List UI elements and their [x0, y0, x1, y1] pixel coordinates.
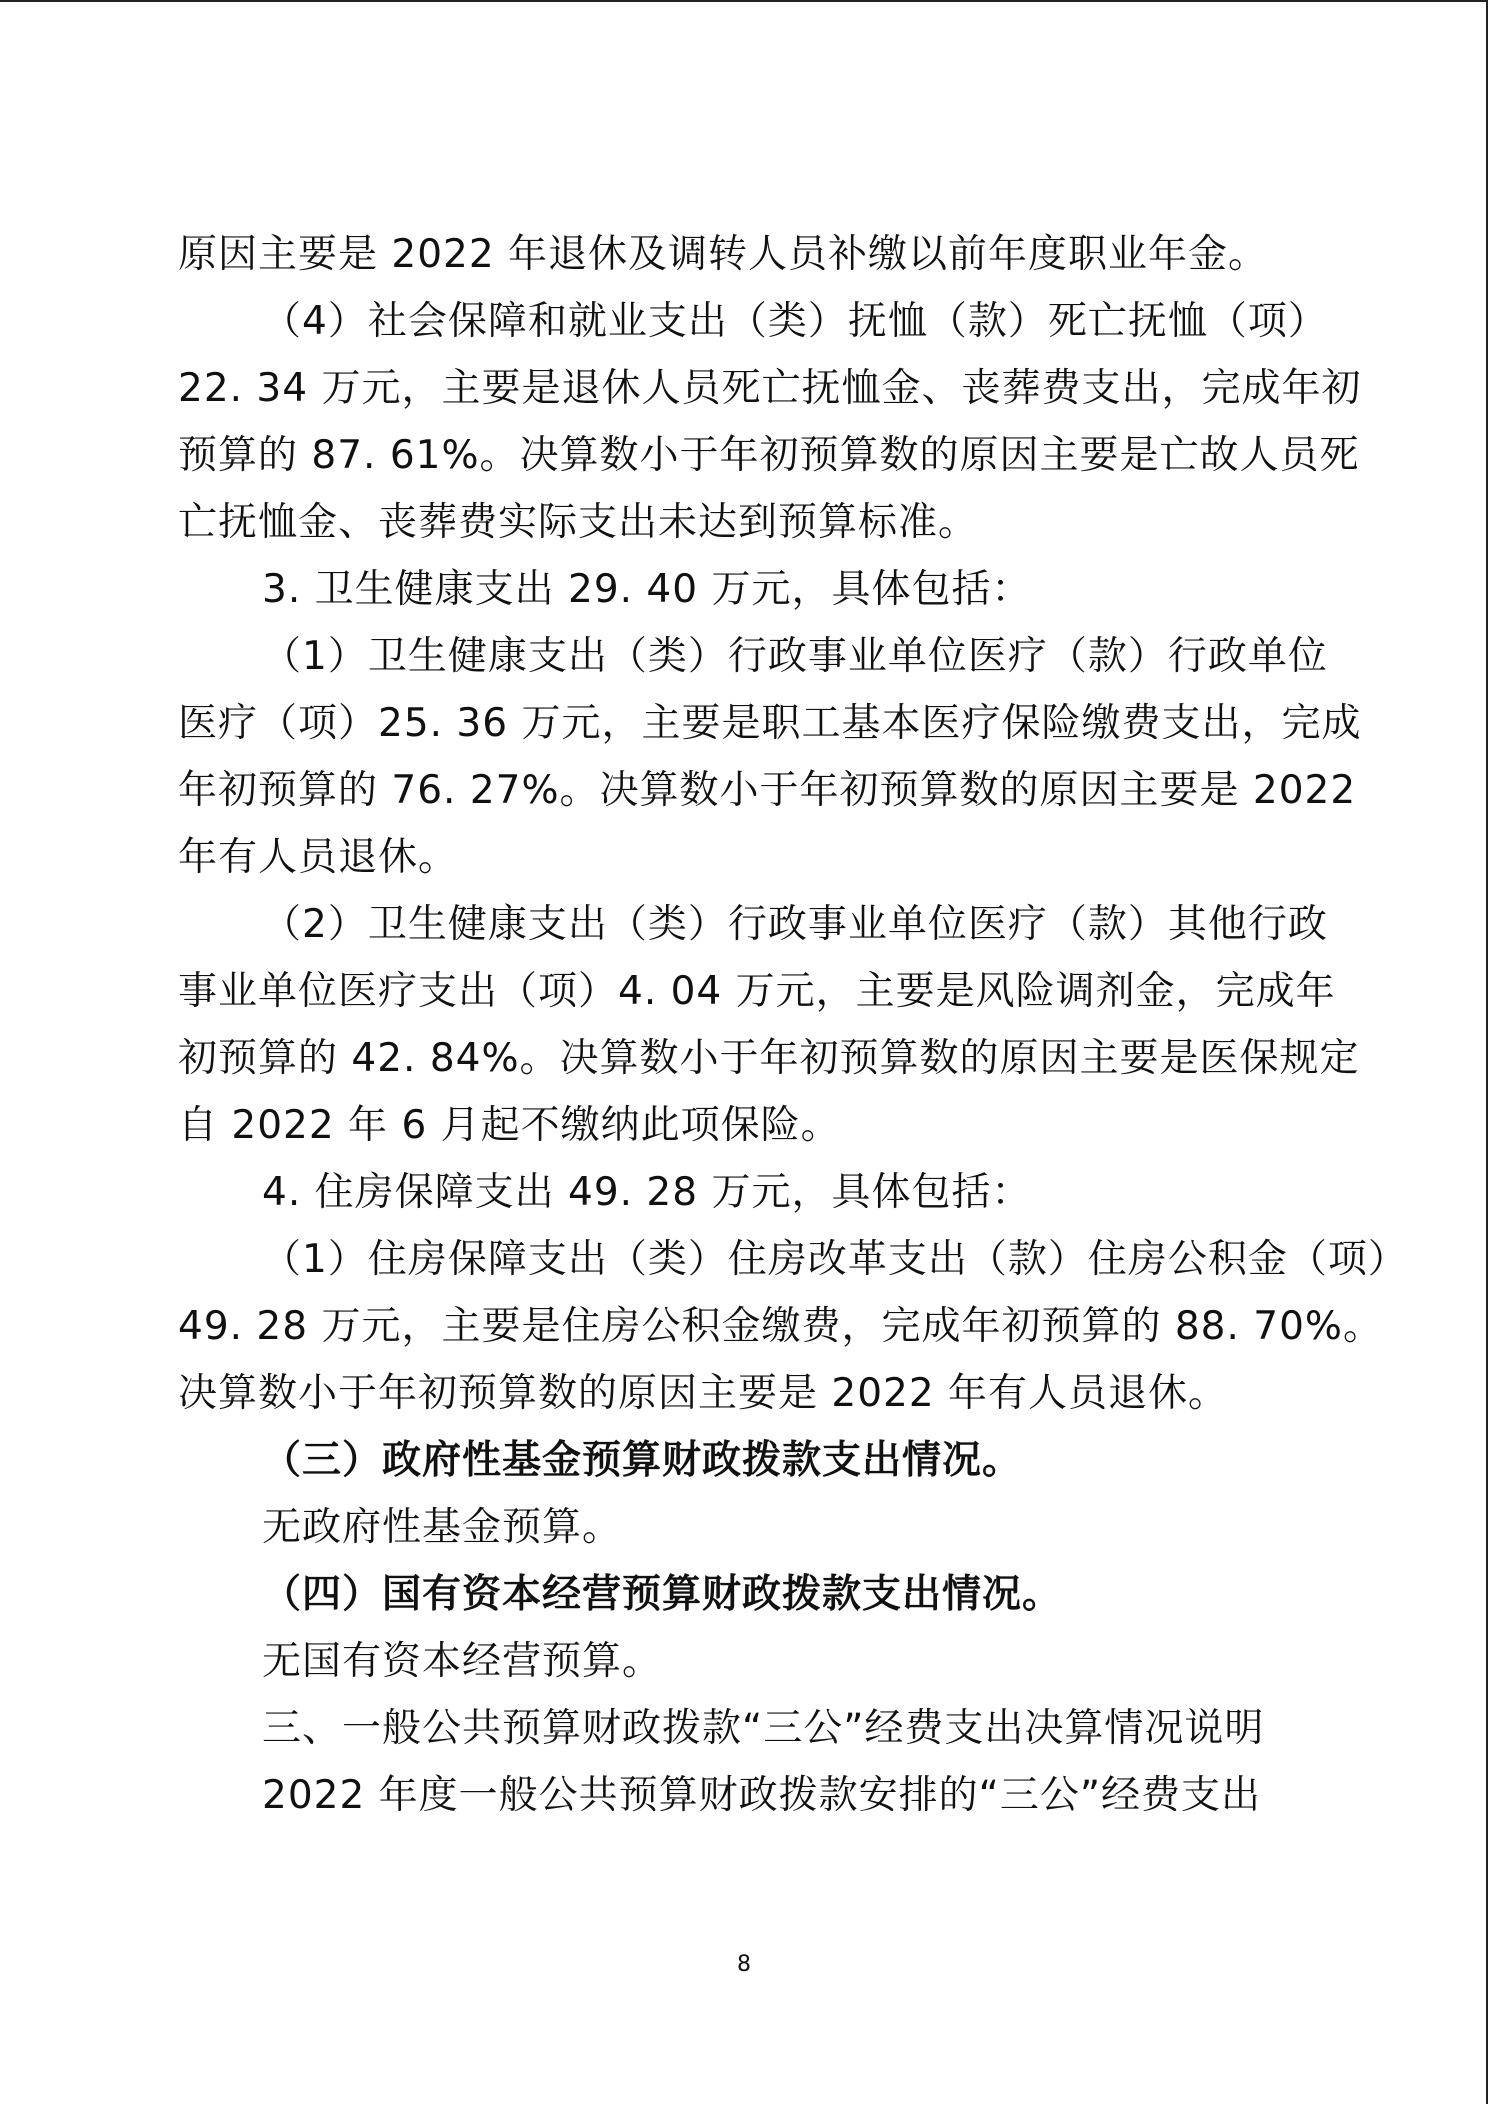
- text-line: 无国有资本经营预算。: [262, 1639, 663, 1684]
- text-line: 年有人员退休。: [178, 835, 459, 880]
- text-line: 2022 年度一般公共预算财政拨款安排的“三公”经费支出: [262, 1773, 1262, 1818]
- text-line: 决算数小于年初预算数的原因主要是 2022 年有人员退休。: [178, 1371, 1229, 1416]
- text-line: （4）社会保障和就业支出（类）抚恤（款）死亡抚恤（项）: [262, 299, 1328, 344]
- text-line: （2）卫生健康支出（类）行政事业单位医疗（款）其他行政: [262, 902, 1328, 947]
- text-line: 事业单位医疗支出（项）4. 04 万元，主要是风险调剂金，完成年: [178, 969, 1336, 1014]
- text-line: （1）卫生健康支出（类）行政事业单位医疗（款）行政单位: [262, 634, 1328, 679]
- text-line: 无政府性基金预算。: [262, 1505, 623, 1550]
- text-line: 原因主要是 2022 年退休及调转人员补缴以前年度职业年金。: [178, 232, 1269, 277]
- text-line: 自 2022 年 6 月起不缴纳此项保险。: [178, 1103, 841, 1148]
- text-line: 初预算的 42. 84%。决算数小于年初预算数的原因主要是医保规定: [178, 1036, 1360, 1081]
- text-line: 亡抚恤金、丧葬费实际支出未达到预算标准。: [178, 500, 979, 545]
- text-line: 22. 34 万元，主要是退休人员死亡抚恤金、丧葬费支出，完成年初: [178, 366, 1362, 411]
- subsection-heading: 3. 卫生健康支出 29. 40 万元，具体包括：: [262, 567, 1032, 612]
- text-line: 49. 28 万元，主要是住房公积金缴费，完成年初预算的 88. 70%。: [178, 1304, 1383, 1349]
- subsection-heading: 4. 住房保障支出 49. 28 万元，具体包括：: [262, 1170, 1032, 1215]
- page-number: 8: [737, 1952, 751, 1977]
- section-heading: （四）国有资本经营预算财政拨款支出情况。: [262, 1572, 1063, 1617]
- section-heading: （三）政府性基金预算财政拨款支出情况。: [262, 1438, 1023, 1483]
- text-line: 预算的 87. 61%。决算数小于年初预算数的原因主要是亡故人员死: [178, 433, 1360, 478]
- text-line: 医疗（项）25. 36 万元，主要是职工基本医疗保险缴费支出，完成: [178, 701, 1362, 746]
- text-line: 年初预算的 76. 27%。决算数小于年初预算数的原因主要是 2022: [178, 768, 1357, 813]
- section-heading: 三、一般公共预算财政拨款“三公”经费支出决算情况说明: [262, 1706, 1265, 1751]
- text-line: （1）住房保障支出（类）住房改革支出（款）住房公积金（项）: [262, 1237, 1408, 1282]
